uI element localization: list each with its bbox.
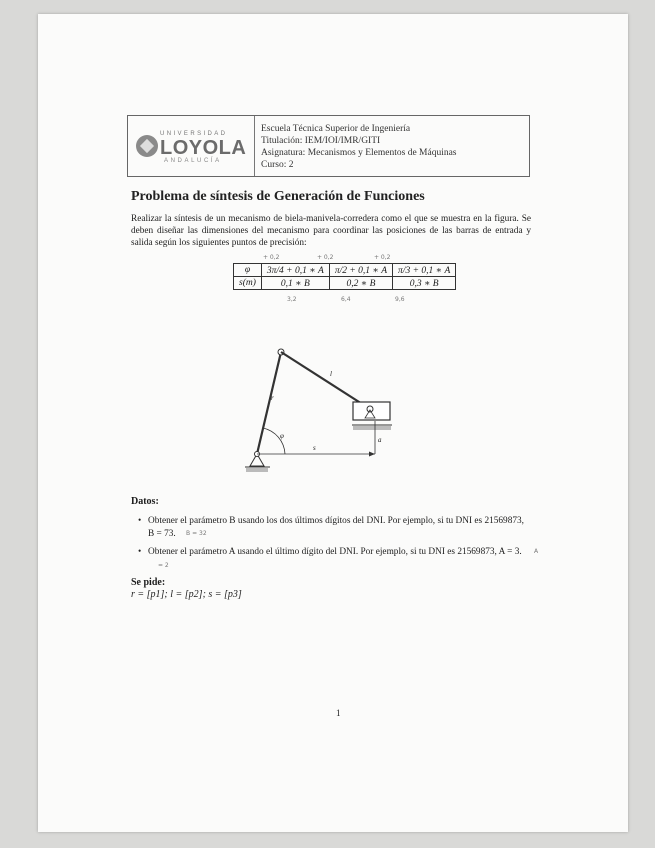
university-logo: UNIVERSIDAD LOYOLA ANDALUCÍA — [134, 129, 246, 165]
slider-crank-diagram — [240, 342, 410, 482]
row-label: s(m) — [234, 277, 262, 290]
subject-line: Asignatura: Mecanismos y Elementos de Máquinas — [261, 148, 457, 158]
table-cell: π/2 + 0,1 ∗ A — [329, 264, 392, 277]
table-cell: 3π/4 + 0,1 ∗ A — [261, 264, 329, 277]
handwritten-note: + 0,2 — [317, 254, 334, 261]
table-cell: 0,3 ∗ B — [393, 277, 456, 290]
handwritten-note: A = 2 — [158, 548, 539, 569]
label-r: r — [271, 394, 274, 402]
header-divider — [254, 116, 255, 176]
handwritten-note: B = 32 — [186, 529, 207, 537]
table-cell: π/3 + 0,1 ∗ A — [393, 264, 456, 277]
label-s: s — [313, 444, 316, 452]
label-phi: φ — [280, 432, 284, 440]
crank-link — [257, 352, 281, 454]
answer-template: r = [p1]; l = [p2]; s = [p3] — [131, 589, 242, 600]
header-box — [127, 115, 530, 177]
label-a: a — [378, 436, 382, 444]
school-name: Escuela Técnica Superior de Ingeniería — [261, 124, 411, 134]
handwritten-note: 6,4 — [341, 296, 351, 303]
se-pide-heading: Se pide: — [131, 577, 166, 588]
connecting-rod — [281, 352, 370, 409]
header-info — [261, 123, 457, 171]
table-cell: 0,2 ∗ B — [329, 277, 392, 290]
handwritten-note: 3,2 — [287, 296, 297, 303]
datos-heading: Datos: — [131, 496, 159, 507]
slider-block — [352, 402, 392, 430]
row-label: φ — [234, 264, 262, 277]
handwritten-note: + 0,2 — [263, 254, 280, 261]
table-row — [234, 264, 456, 277]
list-item: • Obtener el parámetro B usando los dos últimos dígitos del DNI. Por ejemplo, si tu DNI es 21569873, B = 73. B = 32 — [148, 515, 530, 541]
degree-line: Titulación: IEM/IOI/IMR/GITI — [261, 136, 381, 146]
problem-statement: Realizar la síntesis de un mecanismo de biela-manivela-corredera como el que se muestra en la figura. Se deben diseñar las dimensiones del mecanismo para coordinar las posiciones de las barras de entrada y salida según los siguientes puntos de precisión: — [131, 214, 531, 248]
list-item: • Obtener el parámetro A usando el último dígito del DNI. Por ejemplo, si tu DNI es 21569873, A = 3. A = 2 — [148, 546, 530, 573]
handwritten-note: + 0,2 — [374, 254, 391, 261]
problem-title: Problema de síntesis de Generación de Funciones — [131, 189, 425, 204]
page-number: 1 — [336, 708, 341, 718]
precision-points-table — [233, 263, 456, 290]
label-l: l — [330, 370, 332, 378]
handwritten-note: 9,6 — [395, 296, 405, 303]
table-row — [234, 277, 456, 290]
course-line: Curso: 2 — [261, 160, 294, 170]
table-cell: 0,1 ∗ B — [261, 277, 329, 290]
seal-icon — [136, 135, 158, 157]
